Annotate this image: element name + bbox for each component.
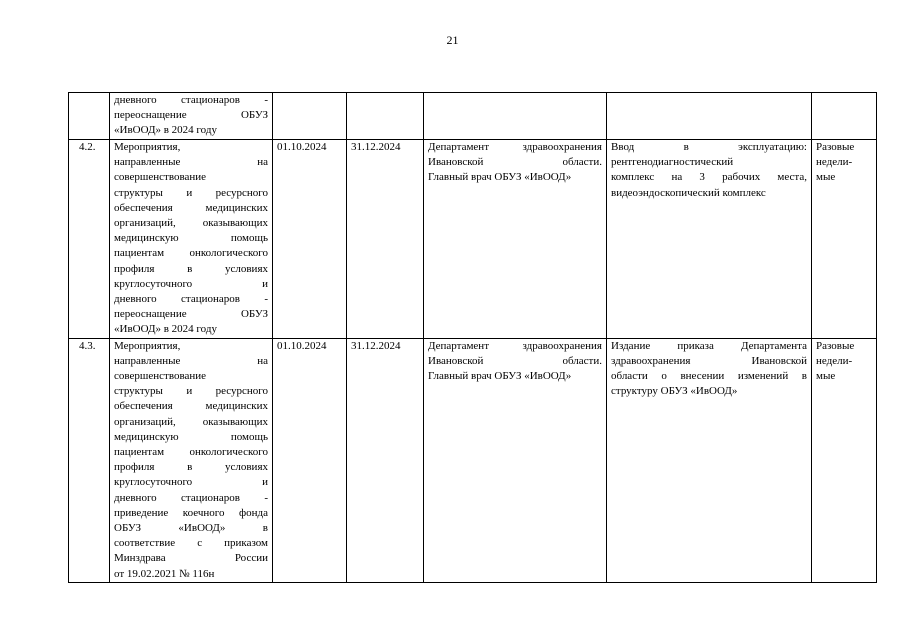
cell-line: дневного стационаров - bbox=[114, 293, 268, 306]
end-date: 31.12.2024 bbox=[351, 339, 401, 352]
page-number: 21 bbox=[446, 33, 459, 47]
item-number: 4.3. bbox=[79, 339, 96, 352]
cell-line: переоснащение ОБУЗ bbox=[114, 109, 268, 122]
cell-line: обеспечения медицинских bbox=[114, 400, 268, 413]
cell-line: от 19.02.2021 № 116н bbox=[114, 567, 215, 580]
cell-line: профиля в условиях bbox=[114, 461, 268, 474]
cell-line: недели- bbox=[816, 156, 853, 169]
cell-line: структуры и ресурсного bbox=[114, 385, 268, 398]
cell-line: направленные на bbox=[114, 156, 268, 169]
type-cell bbox=[812, 93, 877, 140]
cell-line: совершенствование bbox=[114, 171, 207, 184]
cell-line: приведение коечного фонда bbox=[114, 506, 268, 519]
cell-line: комплекс на 3 рабочих места, bbox=[611, 171, 807, 184]
cell-line: соответствие с приказом bbox=[114, 537, 268, 550]
cell-line: Главный врач ОБУЗ «ИвООД» bbox=[428, 171, 572, 184]
cell-line: Ввод в эксплуатацию: bbox=[611, 141, 807, 153]
responsible-cell bbox=[424, 338, 607, 582]
cell-line: видеоэндоскопический комплекс bbox=[611, 186, 766, 199]
cell-line: мые bbox=[816, 370, 836, 383]
responsible-cell bbox=[424, 93, 607, 140]
cell-line: здравоохранения Ивановской bbox=[611, 354, 807, 367]
start-date-cell bbox=[273, 93, 347, 140]
cell-line: пациентам онкологического bbox=[114, 446, 268, 459]
cell-line: обеспечения медицинских bbox=[114, 201, 268, 214]
cell-line: области о внесении изменений в bbox=[611, 370, 807, 383]
cell-line: совершенствование bbox=[114, 370, 207, 383]
table-row bbox=[69, 93, 877, 140]
cell-line: рентгенодиагностический bbox=[611, 156, 734, 169]
end-date-cell bbox=[347, 93, 424, 140]
cell-line: организаций, оказывающих bbox=[114, 217, 268, 230]
item-number-cell bbox=[69, 93, 110, 140]
cell-line: дневного стационаров - bbox=[114, 94, 268, 106]
start-date: 01.10.2024 bbox=[277, 141, 327, 153]
start-date-cell bbox=[273, 140, 347, 339]
cell-line: структуру ОБУЗ «ИвООД» bbox=[611, 385, 738, 398]
item-number-cell bbox=[69, 338, 110, 582]
type-cell bbox=[812, 338, 877, 582]
cell-line: переоснащение ОБУЗ bbox=[114, 308, 268, 321]
cell-line: Минздрава России bbox=[114, 552, 268, 565]
cell-line: Разовые bbox=[816, 339, 855, 352]
item-number: 4.2. bbox=[79, 141, 96, 153]
cell-line: «ИвООД» в 2024 году bbox=[114, 124, 217, 137]
cell-line: Департамент здравоохранения bbox=[428, 339, 602, 352]
start-date-cell bbox=[273, 338, 347, 582]
end-date-cell bbox=[347, 140, 424, 339]
cell-line: Мероприятия, bbox=[114, 339, 181, 352]
cell-line: мые bbox=[816, 171, 836, 184]
result-cell bbox=[607, 140, 812, 339]
cell-line: Ивановской области. bbox=[428, 354, 602, 367]
cell-line: Издание приказа Департамента bbox=[611, 339, 807, 352]
cell-line: круглосуточного и bbox=[114, 277, 268, 290]
event-cell bbox=[110, 140, 273, 339]
start-date: 01.10.2024 bbox=[277, 339, 327, 352]
cell-line: Мероприятия, bbox=[114, 141, 181, 153]
event-cell bbox=[110, 338, 273, 582]
cell-line: Департамент здравоохранения bbox=[428, 141, 602, 153]
cell-line: Ивановской области. bbox=[428, 156, 602, 169]
events-table bbox=[68, 92, 877, 583]
cell-line: профиля в условиях bbox=[114, 262, 268, 275]
cell-line: круглосуточного и bbox=[114, 476, 268, 489]
item-number-cell bbox=[69, 140, 110, 339]
cell-line: Разовые bbox=[816, 141, 855, 153]
table-row bbox=[69, 140, 877, 339]
cell-line: структуры и ресурсного bbox=[114, 186, 268, 199]
cell-line: направленные на bbox=[114, 354, 268, 367]
cell-line: организаций, оказывающих bbox=[114, 415, 268, 428]
cell-line: медицинскую помощь bbox=[114, 232, 268, 245]
cell-line: Главный врач ОБУЗ «ИвООД» bbox=[428, 370, 572, 383]
event-cell bbox=[110, 93, 273, 140]
cell-line: пациентам онкологического bbox=[114, 247, 268, 260]
end-date-cell bbox=[347, 338, 424, 582]
table-row bbox=[69, 338, 877, 582]
cell-line: недели- bbox=[816, 354, 853, 367]
cell-line: медицинскую помощь bbox=[114, 430, 268, 443]
cell-line: «ИвООД» в 2024 году bbox=[114, 323, 217, 336]
cell-line: ОБУЗ «ИвООД» в bbox=[114, 522, 268, 535]
type-cell bbox=[812, 140, 877, 339]
end-date: 31.12.2024 bbox=[351, 141, 401, 153]
cell-line: дневного стационаров - bbox=[114, 491, 268, 504]
result-cell bbox=[607, 93, 812, 140]
result-cell bbox=[607, 338, 812, 582]
responsible-cell bbox=[424, 140, 607, 339]
